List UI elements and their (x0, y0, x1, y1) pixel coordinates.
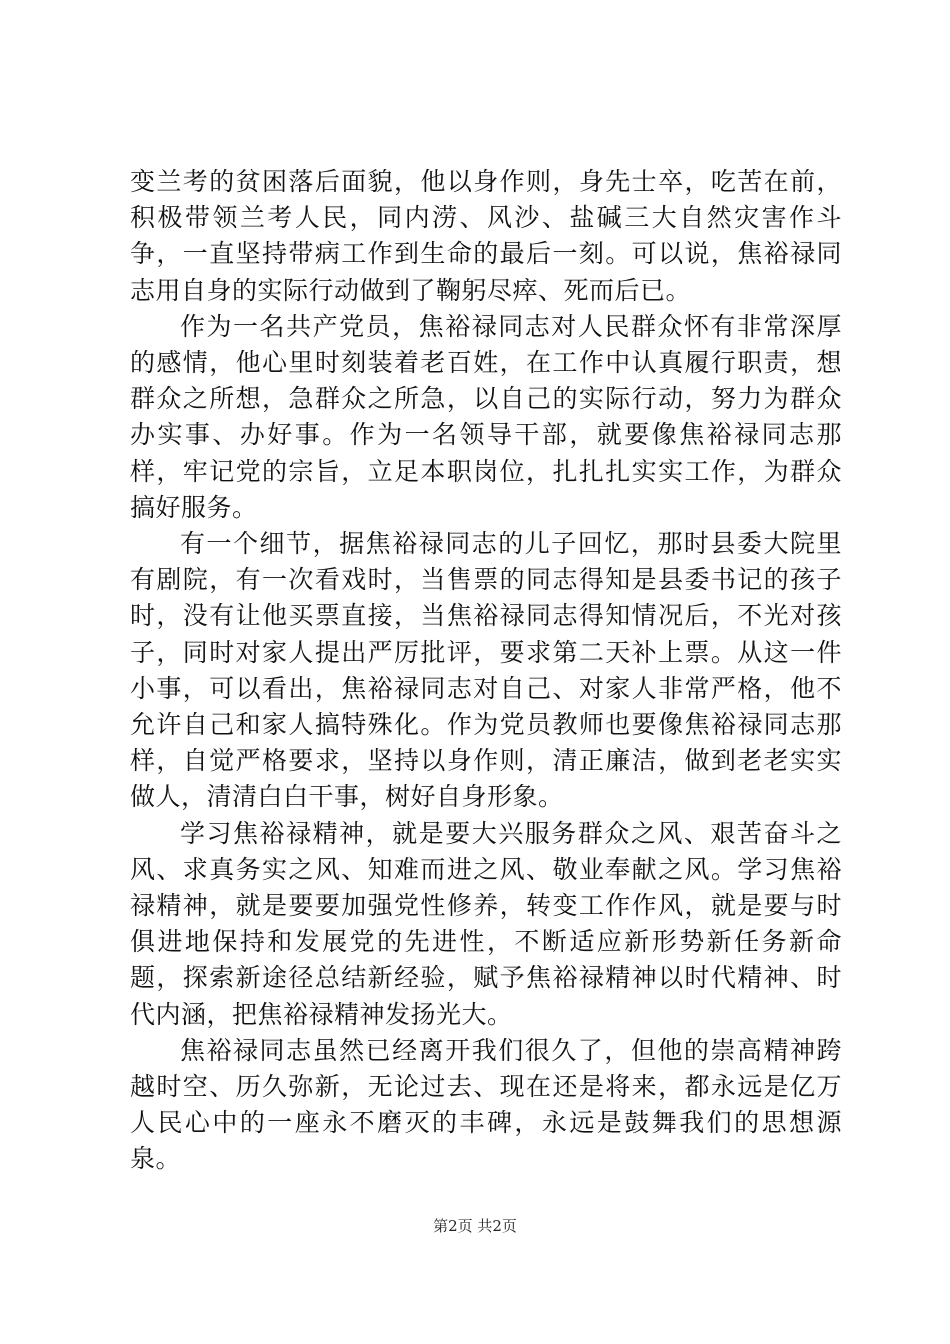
paragraph-1: 变兰考的贫困落后面貌，他以身作则，身先士卒，吃苦在前，积极带领兰考人民，同内涝、风沙、盐碱三大自然灾害作斗争，一直坚持带病工作到生命的最后一刻。可以说，焦裕禄同志用自身的实际行动做到了鞠躬尽瘁、死而后已。 (130, 167, 842, 305)
document-body (130, 164, 842, 1178)
paragraph-3: 有一个细节，据焦裕禄同志的儿子回忆，那时县委大院里有剧院，有一次看戏时，当售票的同志得知是县委书记的孩子时，没有让他买票直接，当焦裕禄同志得知情况后，不光对孩子，同时对家人提出严厉批评，要求第二天补上票。从这一件小事，可以看出，焦裕禄同志对自己、对家人非常严格，他不允许自己和家人搞特殊化。作为党员教师也要像焦裕禄同志那样，自觉严格要求，坚持以身作则，清正廉洁，做到老老实实做人，清清白白干事，树好自身形象。 (130, 529, 842, 812)
paragraph-4: 学习焦裕禄精神，就是要大兴服务群众之风、艰苦奋斗之风、求真务实之风、知难而进之风、敬业奉献之风。学习焦裕禄精神，就是要要加强党性修养，转变工作作风，就是要与时俱进地保持和发展党的先进性，不断适应新形势新任务新命题，探索新途径总结新经验，赋予焦裕禄精神以时代精神、时代内涵，把焦裕禄精神发扬光大。 (130, 818, 842, 1029)
paragraph-5: 焦裕禄同志虽然已经离开我们很久了，但他的崇高精神跨越时空、历久弥新，无论过去、现在还是将来，都永远是亿万人民心中的一座永不磨灭的丰碑，永远是鼓舞我们的思想源泉。 (130, 1035, 842, 1174)
page-footer (0, 1216, 950, 1236)
paragraph-2: 作为一名共产党员，焦裕禄同志对人民群众怀有非常深厚的感情，他心里时刻装着老百姓，在工作中认真履行职责，想群众之所想，急群众之所急，以自己的实际行动，努力为群众办实事、办好事。作为一名领导干部，就要像焦裕禄同志那样，牢记党的宗旨，立足本职岗位，扎扎扎实实工作，为群众搞好服务。 (130, 311, 842, 522)
page-number: 第2页 共2页 (433, 1217, 517, 1235)
